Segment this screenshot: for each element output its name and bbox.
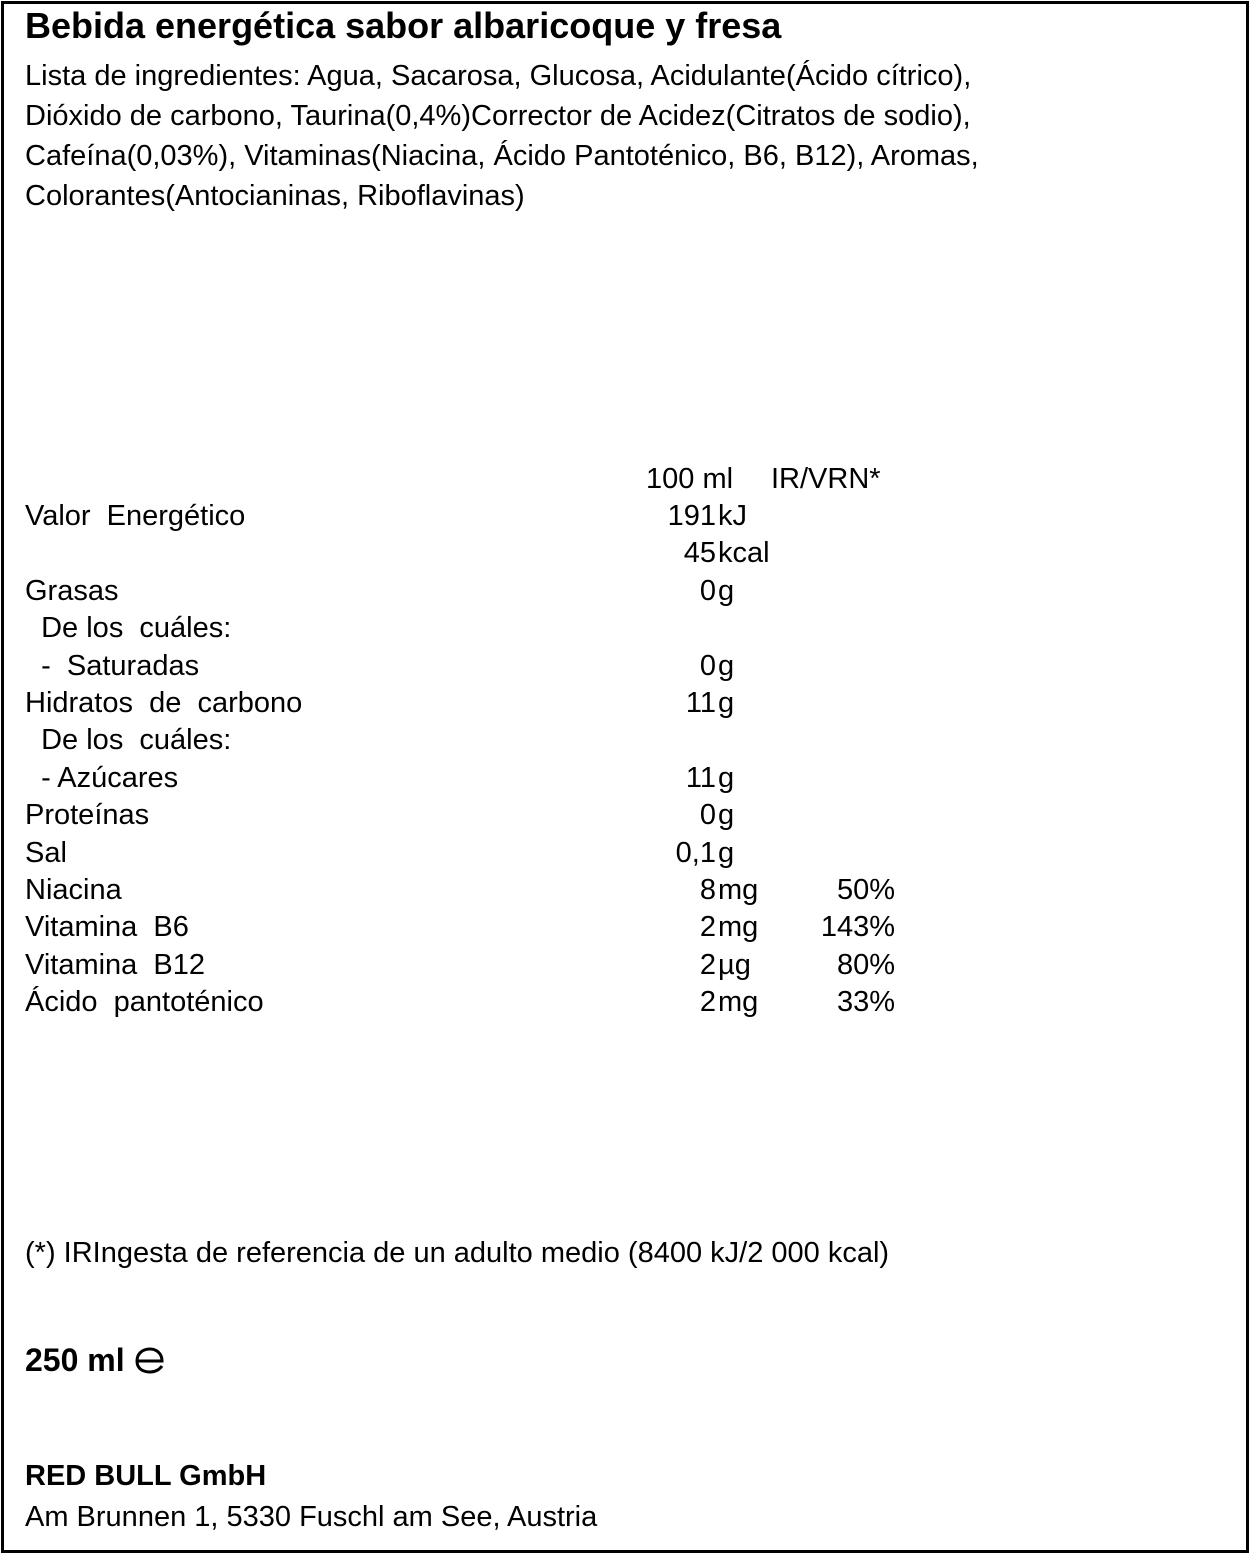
nutrient-unit: g — [718, 650, 735, 682]
nutrient-value: 2 — [699, 911, 716, 943]
nutrient-reference-percent: 80% — [836, 949, 895, 981]
nutrient-reference-percent: 50% — [836, 874, 895, 906]
nutrient-unit: mg — [718, 911, 759, 943]
nutrient-unit: g — [718, 837, 735, 869]
nutrient-value: 0,1 — [675, 837, 716, 869]
nutrient-value: 0 — [699, 575, 716, 607]
ingredients-line: Cafeína(0,03%), Vitaminas(Niacina, Ácido Pantoténico, B6, B12), Aromas, — [25, 140, 979, 172]
nutrient-label: Ácido pantoténico — [25, 986, 264, 1018]
company-name: RED BULL GmbH — [25, 1460, 267, 1492]
nutrient-unit: kJ — [718, 500, 747, 532]
nutrient-unit: µg — [718, 949, 751, 981]
footnote: (*) IRIngesta de referencia de un adulto medio (8400 kJ/2 000 kcal) — [25, 1237, 890, 1269]
nutrient-value: 8 — [699, 874, 716, 906]
nutrient-label: Vitamina B6 — [25, 911, 189, 943]
nutrient-label: - Azúcares — [25, 762, 179, 794]
nutrient-value: 0 — [699, 799, 716, 831]
nutrient-reference-percent: 143% — [820, 911, 895, 943]
nutrient-value: 0 — [699, 650, 716, 682]
nutrient-value: 2 — [699, 986, 716, 1018]
ingredients-line: Dióxido de carbono, Taurina(0,4%)Corrector de Acidez(Citratos de sodio), — [25, 100, 971, 132]
nutrition-header-ref: IR/VRN* — [771, 463, 881, 495]
nutrition-header-per: 100 ml — [646, 463, 734, 495]
nutrient-unit: g — [718, 575, 735, 607]
net-quantity — [25, 1340, 167, 1380]
nutrient-label: Niacina — [25, 874, 122, 906]
nutrient-label: Hidratos de carbono — [25, 687, 303, 719]
estimated-sign-icon — [133, 1345, 167, 1375]
nutrient-label: - Saturadas — [25, 650, 200, 682]
nutrient-label: Valor Energético — [25, 500, 246, 532]
ingredients-line: Lista de ingredientes: Agua, Sacarosa, Glucosa, Acidulante(Ácido cítrico), — [25, 60, 972, 92]
nutrient-unit: g — [718, 762, 735, 794]
nutrient-label: Vitamina B12 — [25, 949, 206, 981]
nutrient-label: De los cuáles: — [25, 724, 232, 756]
product-title: Bebida energética sabor albaricoque y fresa — [25, 5, 782, 46]
nutrient-value: 191 — [667, 500, 716, 532]
nutrient-unit: g — [718, 687, 735, 719]
nutrient-label: Proteínas — [25, 799, 150, 831]
company-address: Am Brunnen 1, 5330 Fuschl am See, Austria — [25, 1501, 598, 1533]
nutrient-label: Grasas — [25, 575, 119, 607]
nutrient-value: 2 — [699, 949, 716, 981]
nutrient-unit: mg — [718, 874, 759, 906]
nutrient-label: Sal — [25, 837, 67, 869]
label-frame — [1, 1, 1249, 1553]
nutrient-unit: kcal — [718, 537, 770, 569]
nutrient-value: 45 — [683, 537, 716, 569]
nutrient-reference-percent: 33% — [836, 986, 895, 1018]
net-quantity-value: 250 ml — [25, 1342, 125, 1378]
nutrient-unit: g — [718, 799, 735, 831]
nutrient-label: De los cuáles: — [25, 612, 232, 644]
ingredients-line: Colorantes(Antocianinas, Riboflavinas) — [25, 180, 525, 212]
nutrient-value: 11 — [685, 687, 716, 719]
ingredients-list — [25, 56, 1225, 216]
nutrient-value: 11 — [685, 762, 716, 794]
nutrient-unit: mg — [718, 986, 759, 1018]
